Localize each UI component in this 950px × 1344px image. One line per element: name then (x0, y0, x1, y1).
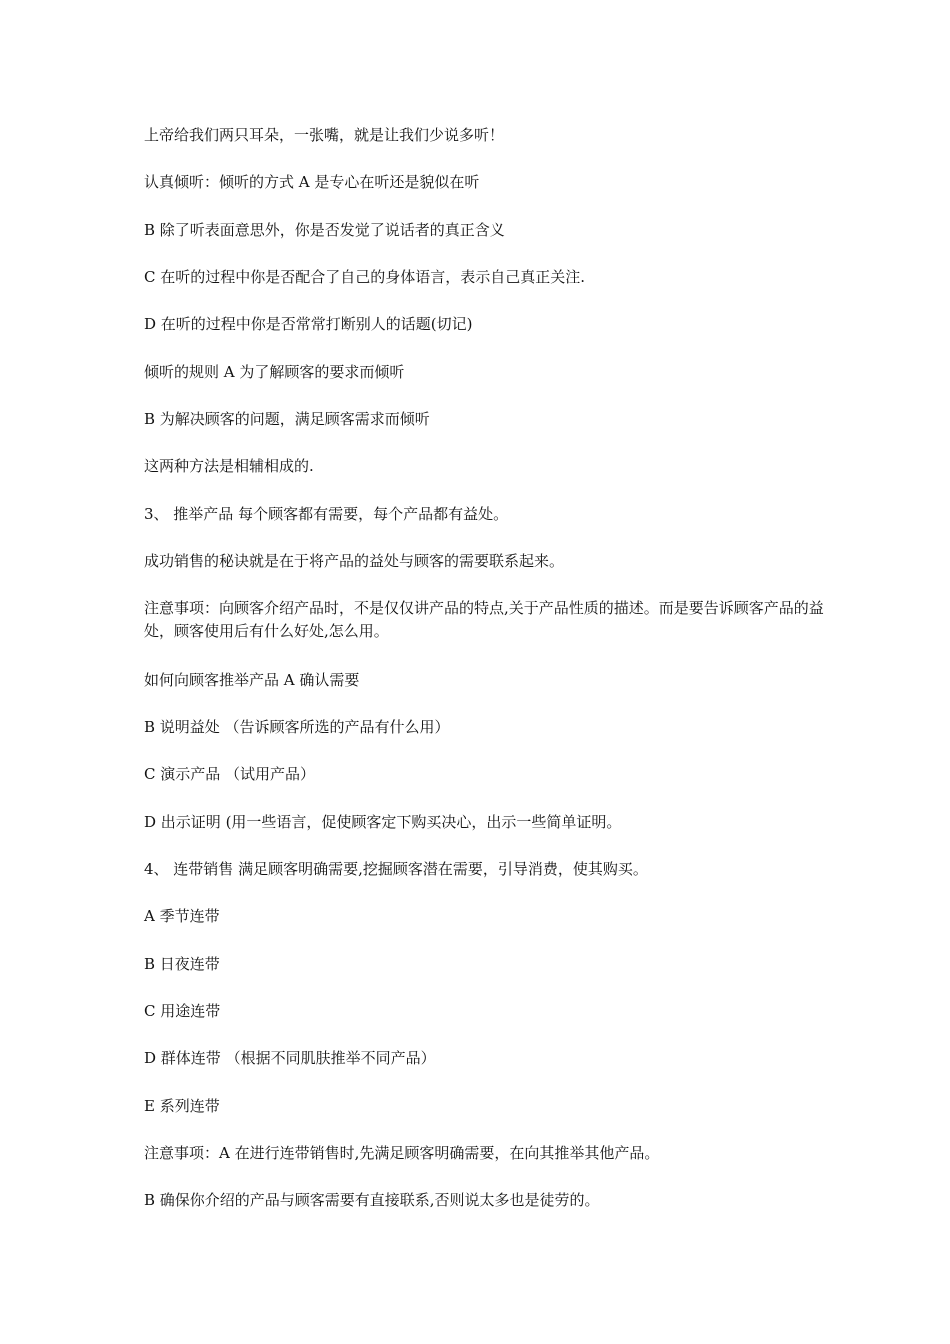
paragraph-notes-linked-a: 注意事项：A 在进行连带销售时,先满足顾客明确需要，在向其推举其他产品。 (144, 1144, 660, 1162)
paragraph-recommend-b: B 说明益处 （告诉顾客所选的产品有什么用） (144, 718, 450, 736)
paragraph-linked-c: C 用途连带 (144, 1002, 221, 1020)
paragraph-linked-e: E 系列连带 (144, 1097, 220, 1115)
paragraph-sales-secret: 成功销售的秘诀就是在于将产品的益处与顾客的需要联系起来。 (144, 552, 565, 570)
paragraph-listening-method: 认真倾听：倾听的方式 A 是专心在听还是貌似在听 (144, 173, 480, 191)
paragraph-linked-a: A 季节连带 (144, 907, 220, 925)
paragraph-notes-recommend: 注意事项：向顾客介绍产品时，不是仅仅讲产品的特点,关于产品性质的描述。而是要告诉顾客产品的益处，顾客使用后有什么好处,怎么用。 (144, 599, 824, 640)
paragraph-complementary: 这两种方法是相辅相成的. (144, 457, 314, 475)
paragraph-rules-b: B 为解决顾客的问题，满足顾客需求而倾听 (144, 410, 430, 428)
paragraph-recommend-d: D 出示证明 (用一些语言，促使顾客定下购买决心，出示一些简单证明。 (144, 813, 622, 831)
paragraph-how-to-recommend: 如何向顾客推举产品 A 确认需要 (144, 671, 360, 689)
paragraph-intro: 上帝给我们两只耳朵，一张嘴，就是让我们少说多听！ (144, 126, 505, 144)
paragraph-listening-c: C 在听的过程中你是否配合了自己的身体语言，表示自己真正关注. (144, 268, 586, 286)
paragraph-section-4: 4、 连带销售 满足顾客明确需要,挖掘顾客潜在需要，引导消费，使其购买。 (144, 860, 648, 878)
paragraph-recommend-c: C 演示产品 （试用产品） (144, 765, 316, 783)
paragraph-listening-b: B 除了听表面意思外，你是否发觉了说话者的真正含义 (144, 221, 505, 239)
paragraph-notes-linked-b: B 确保你介绍的产品与顾客需要有直接联系,否则说太多也是徒劳的。 (144, 1191, 600, 1209)
paragraph-section-3: 3、 推举产品 每个顾客都有需要，每个产品都有益处。 (144, 505, 509, 523)
paragraph-listening-d: D 在听的过程中你是否常常打断别人的话题(切记) (144, 315, 473, 333)
paragraph-linked-d: D 群体连带 （根据不同肌肤推举不同产品） (144, 1049, 436, 1067)
paragraph-linked-b: B 日夜连带 (144, 955, 220, 973)
paragraph-listening-rules: 倾听的规则 A 为了解顾客的要求而倾听 (144, 363, 405, 381)
